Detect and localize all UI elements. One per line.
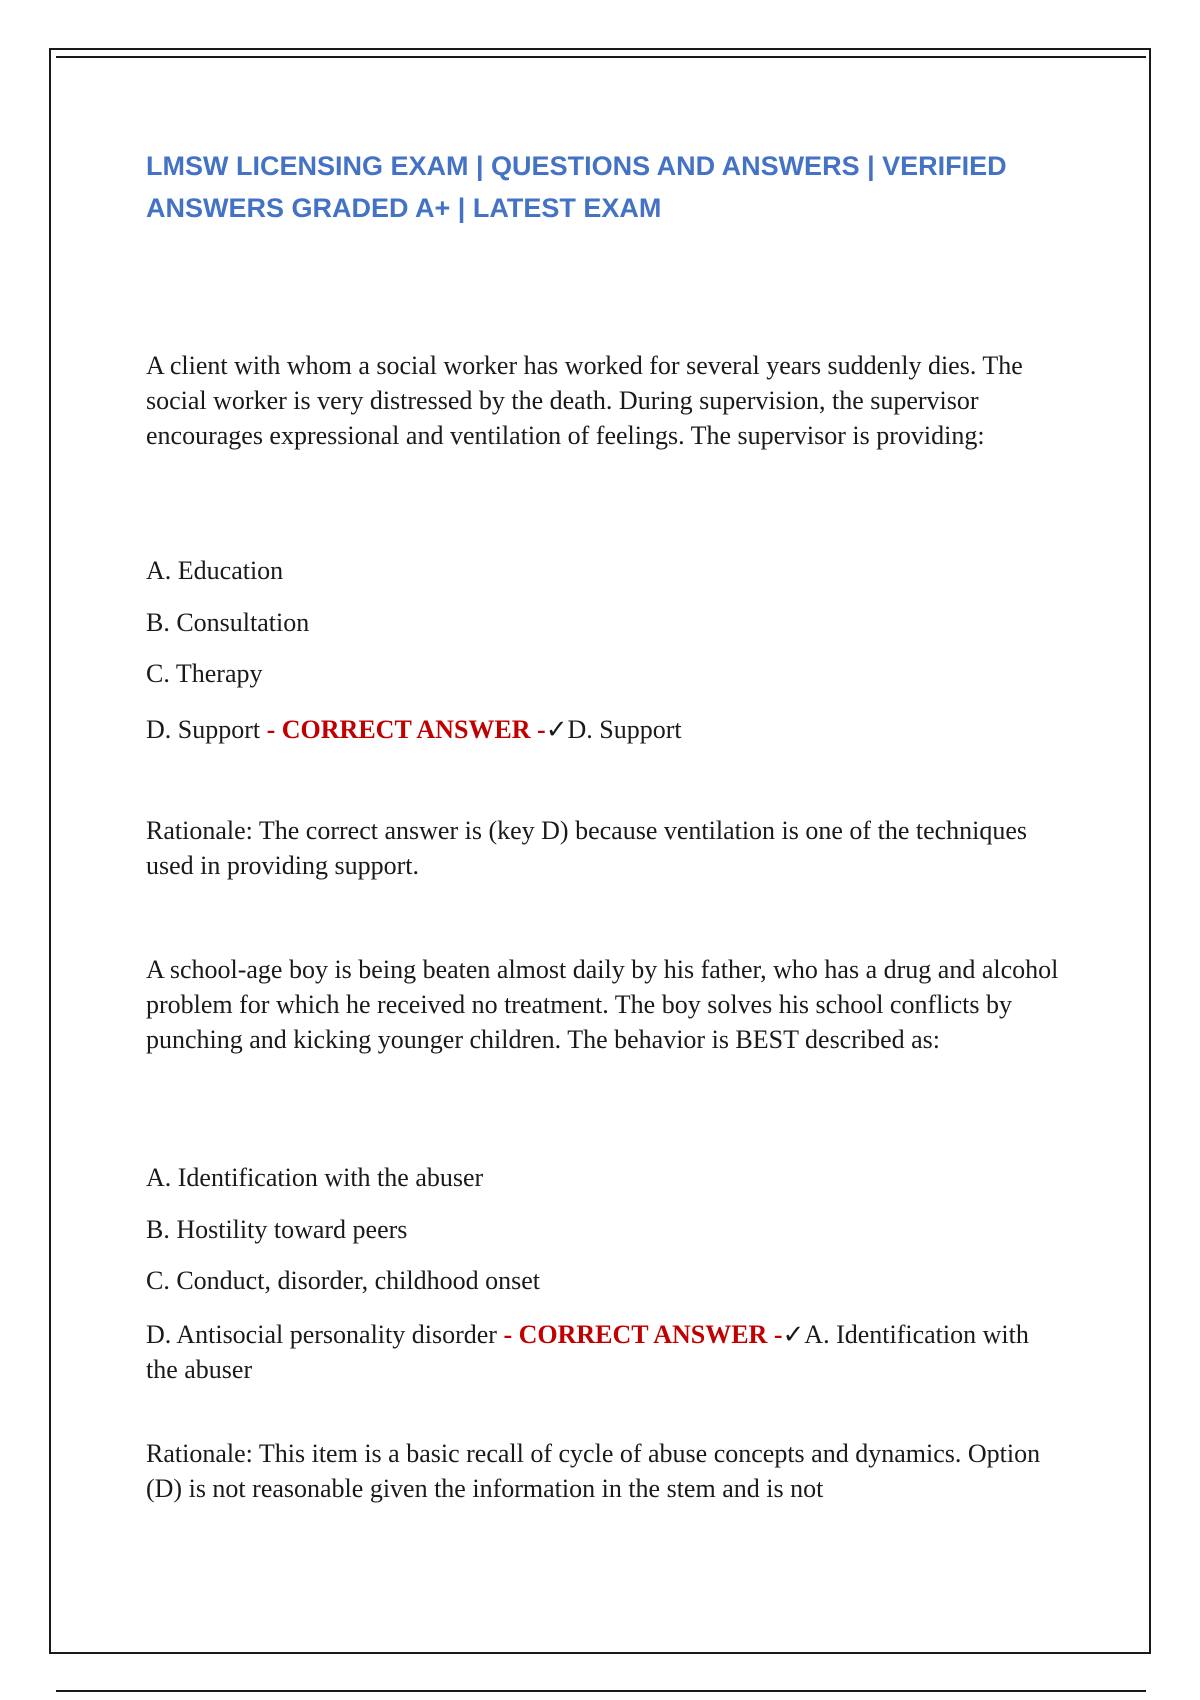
option-row bbox=[146, 1160, 1066, 1195]
correct-answer-marker: - CORRECT ANSWER - bbox=[503, 1320, 783, 1349]
option-row bbox=[146, 1212, 1066, 1247]
correct-answer: A. Identification with the abuser bbox=[146, 1320, 1029, 1384]
next-page-top-rule bbox=[56, 1690, 1146, 1692]
rationale: Rationale: This item is a basic recall of cycle of abuse concepts and dynamics. Option (D) is not reasonable given the information in the stem and is not bbox=[146, 1439, 1041, 1503]
option-row bbox=[146, 1263, 1066, 1298]
option-list bbox=[146, 553, 1066, 588]
check-mark-icon: ✓ bbox=[782, 1320, 805, 1349]
document-title bbox=[146, 145, 1066, 229]
question-stem: A client with whom a social worker has worked for several years suddenly dies. The social worker is very distressed by the death. During supervision, the supervisor encourages expressional and ventilation of feelings. The supervisor is providing: bbox=[146, 351, 1023, 450]
option-d-with-answer bbox=[146, 712, 1066, 747]
option-a: A. Education bbox=[146, 556, 284, 585]
option-c: C. Conduct, disorder, childhood onset bbox=[146, 1266, 540, 1295]
option-d-with-answer bbox=[146, 1317, 1066, 1387]
rationale: Rationale: The correct answer is (key D) because ventilation is one of the techniques used in providing support. bbox=[146, 816, 1028, 880]
rationale-block bbox=[146, 1436, 1066, 1506]
option-row bbox=[146, 605, 1066, 640]
title-line-1: LMSW LICENSING EXAM | QUESTIONS AND ANSWERS | VERIFIED bbox=[146, 151, 1007, 181]
option-row bbox=[146, 656, 1066, 691]
question-2 bbox=[146, 952, 1066, 1057]
question-1 bbox=[146, 348, 1066, 453]
option-b: B. Consultation bbox=[146, 608, 310, 637]
option-b: B. Hostility toward peers bbox=[146, 1215, 408, 1244]
correct-answer-marker: - CORRECT ANSWER - bbox=[266, 715, 546, 744]
option-c: C. Therapy bbox=[146, 659, 263, 688]
check-mark-icon: ✓ bbox=[545, 715, 568, 744]
option-a: A. Identification with the abuser bbox=[146, 1163, 484, 1192]
rationale-block bbox=[146, 813, 1066, 883]
option-row bbox=[146, 712, 1066, 747]
option-row bbox=[146, 1317, 1066, 1387]
title-line-2: ANSWERS GRADED A+ | LATEST EXAM bbox=[146, 193, 662, 223]
question-stem: A school-age boy is being beaten almost daily by his father, who has a drug and alcohol problem for which he received no treatment. The boy solves his school conflicts by punching and kicking younger children. The behavior is BEST described as: bbox=[146, 955, 1059, 1054]
option-d: D. Support bbox=[146, 715, 261, 744]
correct-answer: D. Support bbox=[567, 715, 682, 744]
page-border-inner-rule bbox=[56, 56, 1146, 58]
option-d: D. Antisocial personality disorder bbox=[146, 1320, 497, 1349]
